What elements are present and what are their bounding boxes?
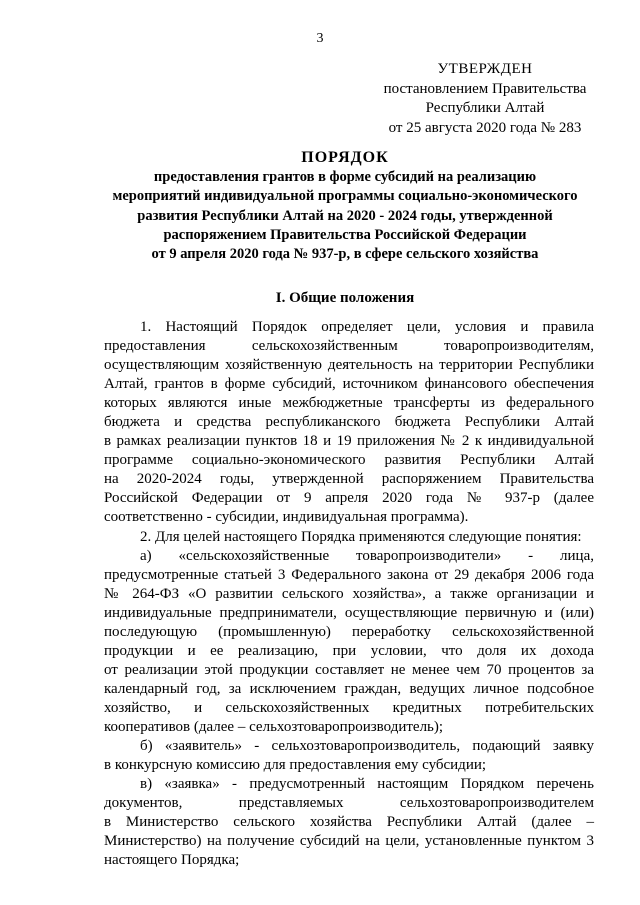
text-line: предоставления сельскохозяйственным товаропроизводителям,: [104, 338, 594, 355]
text-line: соответственно - субсидии, индивидуальная программа).: [104, 509, 469, 526]
text-line: настоящего Порядка;: [104, 852, 240, 869]
paragraph-2a: [104, 547, 594, 737]
text-line: Алтай, грантов в форме субсидий, источником финансового обеспечения: [104, 376, 594, 393]
title-line: предоставления грантов в форме субсидий на реализацию: [153, 169, 537, 185]
text-line: которых являются иные межбюджетные трансферты из федерального: [104, 395, 594, 412]
text-line: хозяйство, и сельскохозяйственных кредитных потребительских: [104, 699, 594, 716]
approval-stamp-block: [360, 60, 610, 138]
text-line: б) «заявитель» - сельхозтоваропроизводитель, подающий заявку: [140, 738, 594, 755]
text-line: продукции и ее реализацию, при условии, что доля их дохода: [104, 642, 594, 659]
text-line: Министерство) на получение субсидий на цели, установленные пунктом 3: [104, 833, 594, 850]
text-line: последующую (промышленную) переработку сельскохозяйственной: [104, 623, 594, 640]
text-line: предусмотренные статьей 3 Федерального закона от 29 декабря 2006 года: [104, 566, 594, 583]
text-line: Российской Федерации от 9 апреля 2020 года № 937-р (далее: [104, 490, 594, 507]
text-line: в рамках реализации пунктов 18 и 19 приложения № 2 к индивидуальной: [104, 433, 594, 450]
page-number: 3: [316, 31, 324, 46]
paragraph-2c: [104, 775, 594, 870]
text-line: в Министерство сельского хозяйства Республики Алтай (далее –: [104, 814, 594, 831]
paragraph-1: [104, 318, 594, 528]
title-line: развития Республики Алтай на 2020 - 2024 годы, утвержденной: [137, 207, 553, 224]
title-line: распоряжением Правительства Российской Федерации: [163, 226, 527, 243]
title-line: от 9 апреля 2020 года № 937-р, в сфере сельского хозяйства: [151, 246, 539, 263]
paragraph-2b: [104, 737, 594, 775]
title-heading: ПОРЯДОК: [301, 149, 389, 166]
text-line: календарный год, за исключением граждан, ведущих личное подсобное: [104, 680, 594, 697]
text-line: а) «сельскохозяйственные товаропроизводители» - лица,: [140, 547, 594, 564]
document-title: [80, 148, 610, 264]
title-subtitle: [80, 168, 610, 264]
text-line: 1. Настоящий Порядок определяет цели, условия и правила: [140, 319, 594, 335]
text-line: осуществляющим хозяйственную деятельность на территории Республики: [104, 357, 594, 374]
approval-line-1: постановлением Правительства: [383, 80, 587, 97]
text-line: в конкурсную комиссию для предоставления ему субсидии;: [104, 757, 487, 774]
text-line: от реализации этой продукции составляет не менее чем 70 процентов за: [104, 661, 594, 678]
text-line: в) «заявка» - предусмотренный настоящим Порядком перечень: [140, 776, 594, 793]
text-line: кооперативов (далее – сельхозтоваропроизводитель);: [104, 718, 444, 735]
text-line: индивидуальные предприниматели, осуществляющие первичную и (или): [104, 604, 594, 621]
text-line: 2. Для целей настоящего Порядка применяются следующие понятия:: [140, 528, 582, 545]
text-line: программе социально-экономического развития Республики Алтай: [104, 452, 594, 469]
text-line: № 264-ФЗ «О развитии сельского хозяйства», а также организации и: [104, 585, 594, 602]
text-line: бюджета и средства республиканского бюджета Республики Алтай: [104, 414, 594, 431]
text-line: документов, представляемых сельхозтоваропроизводителем: [104, 795, 594, 812]
section-heading: I. Общие положения: [275, 290, 415, 306]
approval-line-3: от 25 августа 2020 года № 283: [388, 119, 582, 136]
body-text: [104, 318, 594, 870]
approval-title: УТВЕРЖДЕН: [437, 61, 533, 77]
approval-line-2: Республики Алтай: [425, 100, 545, 116]
paragraph-2: [104, 528, 594, 547]
text-line: на 2020-2024 годы, утвержденной распоряжением Правительства: [104, 471, 594, 488]
title-line: мероприятий индивидуальной программы социально-экономического: [112, 188, 578, 205]
